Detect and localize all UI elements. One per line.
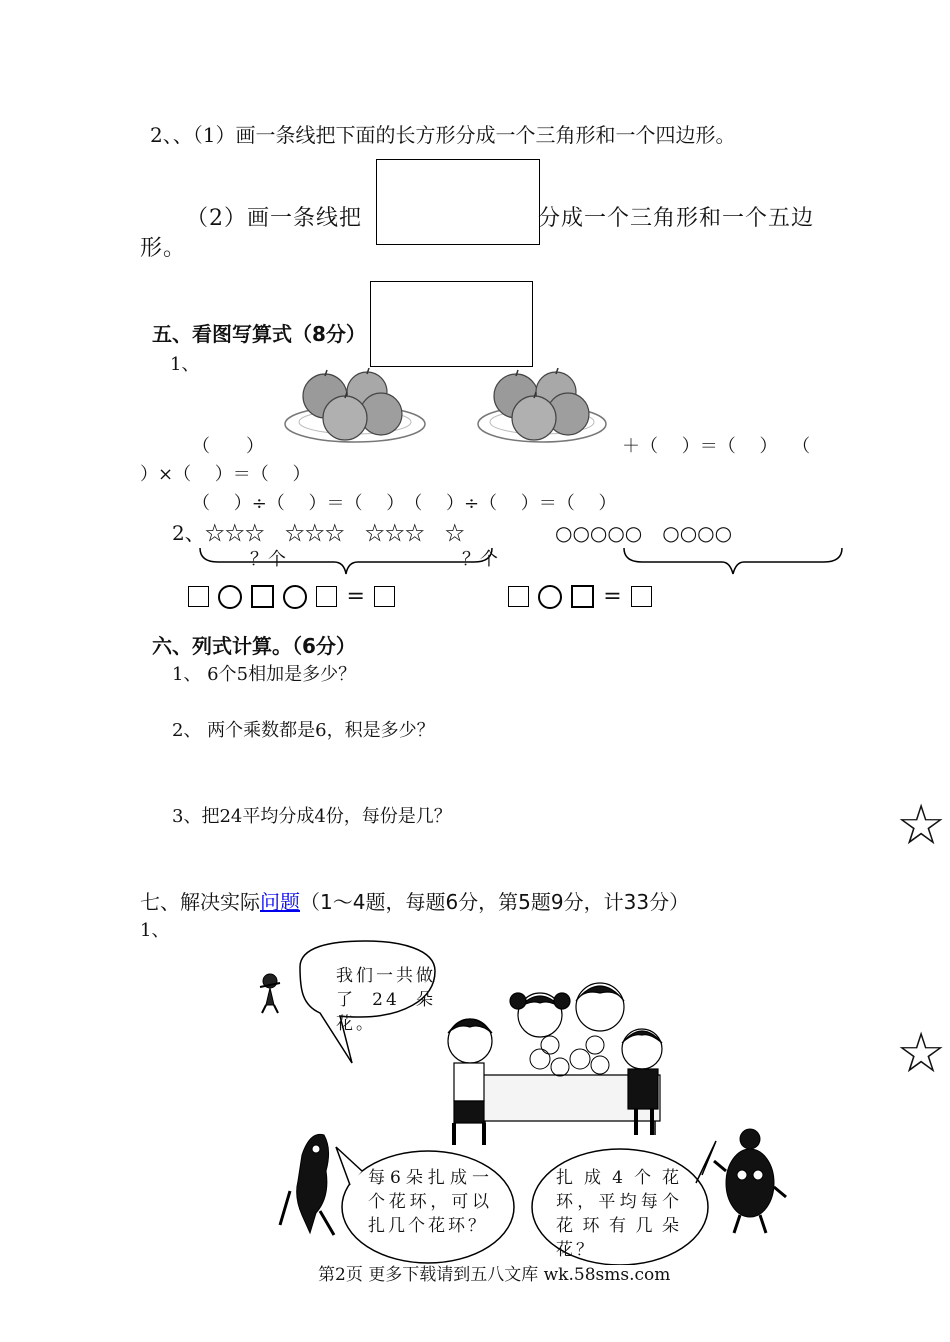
box-blank: [571, 585, 594, 608]
brace-right: [622, 546, 844, 576]
section5-heading: 五、看图写算式（8分）: [152, 322, 366, 346]
q5-item1-label: 1、: [170, 354, 200, 375]
q5-item2-stars: 2、☆☆☆ ☆☆☆ ☆☆☆ ☆: [172, 521, 465, 545]
side-star-icon: ☆: [896, 1021, 947, 1086]
children-illustration: [250, 935, 810, 1265]
section7-heading-start: 七、解决实际: [140, 890, 260, 914]
q5-circles: ○○○○○ ○○○○: [555, 521, 733, 545]
q6-item2: 2、 两个乘数都是6，积是多少？: [172, 720, 435, 741]
section7-heading-end: （1～4题，每题6分，第5题9分，计33分）: [300, 890, 690, 914]
side-star-icon: ☆: [896, 793, 947, 858]
q5-row2: ）×（ ）＝（ ）: [140, 464, 311, 485]
q4-part2-after: 分成一个三角形和一个五边: [538, 206, 815, 231]
section7-heading: [140, 886, 689, 915]
circle-operator: [283, 585, 307, 609]
section6-heading: 六、列式计算。（6分）: [152, 634, 356, 658]
q4-part2-before: （2）画一条线把: [186, 206, 362, 231]
apple-plate-1: [283, 368, 428, 444]
q6-item3: 3、把24平均分成4份，每份是几？: [172, 806, 452, 827]
box-blank: [188, 586, 209, 607]
page-footer: 第2页 更多下载请到五八文库 wk.58sms.com: [318, 1265, 671, 1285]
box-blank: [374, 586, 395, 607]
q4-part1: 2、、（1）画一条线把下面的长方形分成一个三角形和一个四边形。: [150, 123, 736, 147]
q5-row3: （ ）÷（ ）＝（ ） （ ）÷（ ）＝（ ）: [192, 493, 617, 514]
box-blank: [508, 586, 529, 607]
speech-bubble-2: 每6朵扎成一个花环，可以扎几个花环？: [368, 1168, 492, 1236]
shape-equation-left: [186, 584, 397, 609]
speech-bubble-3: 扎成4个花环，平均每个花环有几朵花？: [556, 1168, 682, 1260]
speech-bubble-1: 我们一共做了24朵花。: [336, 966, 436, 1034]
q5-count2: ？个: [462, 549, 498, 570]
box-blank: [631, 586, 652, 607]
box-blank: [316, 586, 337, 607]
circle-operator: [538, 585, 562, 609]
shape-equation-right: [506, 584, 654, 609]
equals-sign: =: [603, 584, 622, 609]
rectangle-figure-2: [370, 281, 533, 367]
circle-operator: [218, 585, 242, 609]
q5-count1: ？个: [250, 549, 286, 570]
brace-left: [198, 546, 494, 576]
equals-sign: =: [346, 584, 365, 609]
q5-row1-mid: ＋（ ）＝（ ） （: [622, 436, 811, 457]
q7-item1-label: 1、: [140, 920, 170, 941]
problem-link[interactable]: 问题: [260, 890, 300, 914]
q4-part2-wrap: 形。: [140, 236, 187, 261]
q5-row1-left: （ ）: [192, 436, 264, 457]
apple-plate-2: [476, 368, 608, 444]
rectangle-figure-1: [376, 159, 540, 245]
box-blank: [251, 585, 274, 608]
q6-item1: 1、 6个5相加是多少？: [172, 664, 357, 685]
